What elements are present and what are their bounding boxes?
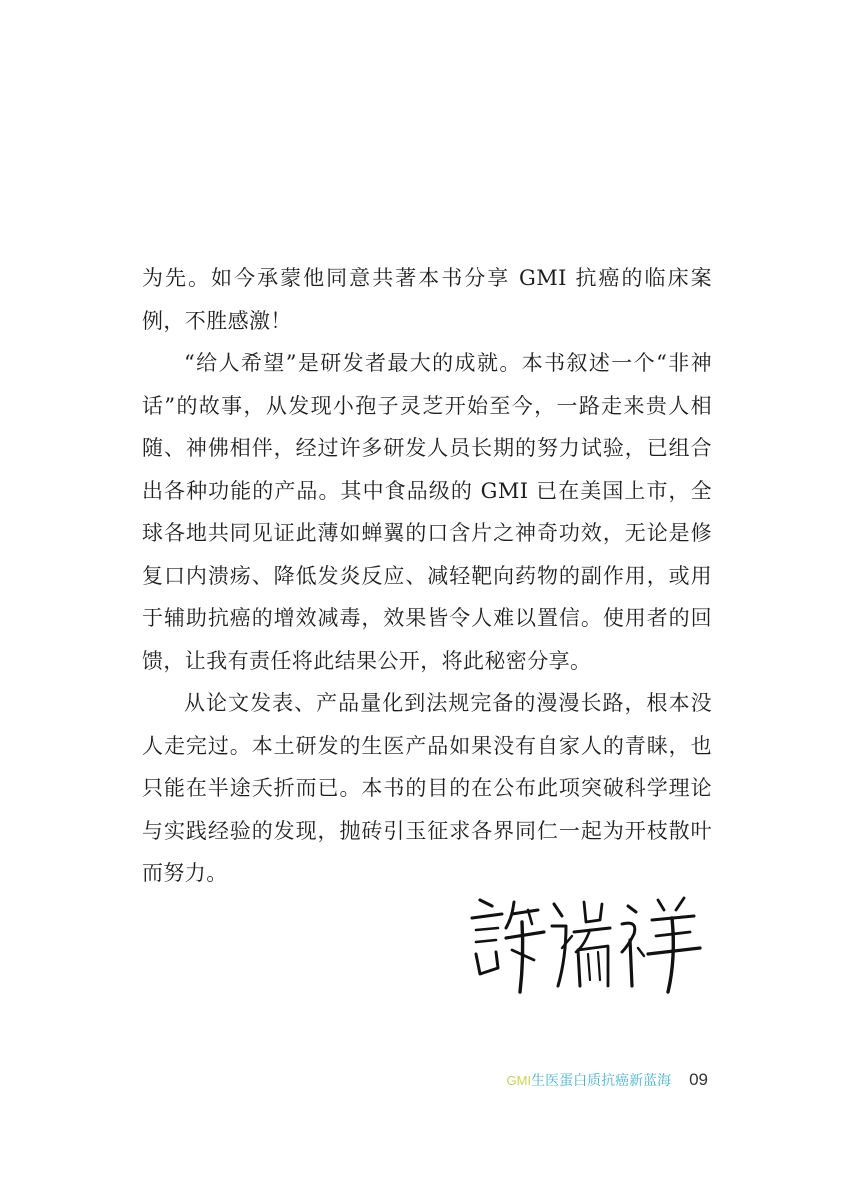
paragraph-1: 为先。如今承蒙他同意共著本书分享 GMI 抗癌的临床案例，不胜感激！ [142, 266, 712, 333]
footer-book-title: 生医蛋白质抗癌新蓝海 [531, 1073, 672, 1089]
footer-brand: GMI [506, 1072, 532, 1088]
page-number: 09 [689, 1070, 708, 1089]
page-footer [507, 1068, 708, 1092]
handwritten-signature [462, 888, 712, 998]
body-text [142, 257, 712, 895]
paragraph-2: “给人希望”是研发者最大的成就。本书叙述一个“非神话”的故事，从发现小孢子灵芝开始至今，一路走来贵人相随、神佛相伴，经过许多研发人员长期的努力试验，已组合出各种功能的产品。其中食品级的 GMI 已在美国上市，全球各地共同见证此薄如蝉翼的口含片之神奇功效，无论是修复口内溃疡、降低发炎反应、减轻靶向药物的副作用，或用于辅助抗癌的增效减毒，效果皆令人难以置信。使用者的回馈，让我有责任将此结果公开，将此秘密分享。 [142, 351, 712, 673]
paragraph-3: 从论文发表、产品量化到法规完备的漫漫长路，根本没人走完过。本土研发的生医产品如果没有自家人的青睐，也只能在半途夭折而已。本书的目的在公布此项突破科学理论与实践经验的发现，抛砖引玉征求各界同仁一起为开枝散叶而努力。 [142, 691, 712, 885]
